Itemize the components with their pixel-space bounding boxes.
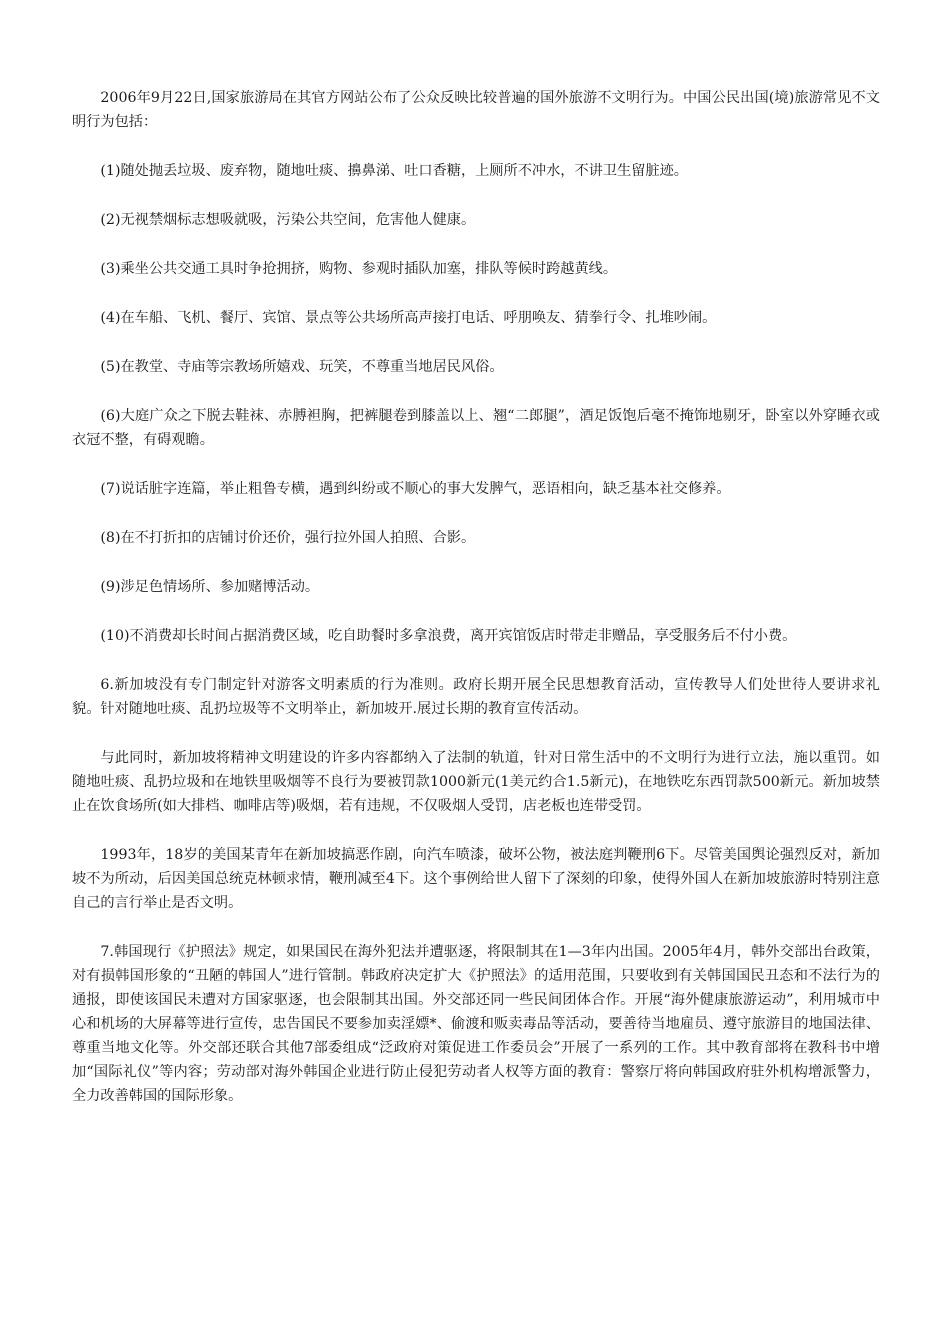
list-item-4: (4)在车船、飞机、餐厅、宾馆、景点等公共场所高声接打电话、呼朋唤友、猜拳行令、扎堆吵闹。 (100, 310, 717, 326)
list-item-5: (5)在教堂、寺庙等宗教场所嬉戏、玩笑，不尊重当地居民风俗。 (100, 359, 504, 375)
list-item-3: (3)乘坐公共交通工具时争抢拥挤，购物、参观时插队加塞，排队等候时跨越黄线。 (100, 261, 618, 277)
singapore-law-paragraph: 与此同时，新加坡将精神文明建设的许多内容都纳入了法制的轨道，针对日常生活中的不文明行为进行立法，施以重罚。如随地吐痰、乱扔垃圾和在地铁里吸烟等不良行为要被罚款1000新元(1美元约合1.5新元)，在地铁吃东西罚款500新元。新加坡禁止在饮食场所(如大排档、咖啡店等)吸烟，若有违规，不仅吸烟人受罚，店老板也连带受罚。 (72, 750, 880, 814)
list-item-2: (2)无视禁烟标志想吸就吸，污染公共空间，危害他人健康。 (100, 212, 476, 228)
list-item-1: (1)随处抛丢垃圾、废弃物，随地吐痰、擤鼻涕、吐口香糖，上厕所不冲水，不讲卫生留脏迹。 (100, 163, 688, 179)
singapore-paragraph: 6.新加坡没有专门制定针对游客文明素质的行为准则。政府长期开展全民思想教育活动，宣传教导人们处世待人要讲求礼貌。针对随地吐痰、乱扔垃圾等不文明举止，新加坡开.展过长期的教育宣传活动。 (72, 677, 880, 717)
list-item-9: (9)涉足色情场所、参加赌博活动。 (100, 579, 320, 595)
document-body (72, 86, 880, 1133)
singapore-case-paragraph: 1993年，18岁的美国某青年在新加坡搞恶作剧，向汽车喷漆，破坏公物，被法庭判鞭刑6下。尽管美国舆论强烈反对，新加坡不为所动，后因美国总统克林顿求情，鞭刑减至4下。这个事例给世人留下了深刻的印象，使得外国人在新加坡旅游时特别注意自己的言行举止是否文明。 (72, 847, 880, 911)
list-item-6: (6)大庭广众之下脱去鞋袜、赤膊袒胸，把裤腿卷到膝盖以上、翘“二郎腿”，酒足饭饱后毫不掩饰地剔牙，卧室以外穿睡衣或衣冠不整，有碍观瞻。 (72, 408, 880, 448)
list-item-7: (7)说话脏字连篇，举止粗鲁专横，遇到纠纷或不顺心的事大发脾气，恶语相向，缺乏基本社交修养。 (100, 481, 731, 497)
korea-paragraph: 7.韩国现行《护照法》规定，如果国民在海外犯法并遭驱逐，将限制其在1—3年内出国。2005年4月，韩外交部出台政策，对有损韩国形象的“丑陋的韩国人”进行管制。韩政府决定扩大《护照法》的适用范围，只要收到有关韩国国民丑态和不法行为的通报，即使该国民未遭对方国家驱逐，也会限制其出国。外交部还同一些民间团体合作。开展“海外健康旅游运动”，利用城市中心和机场的大屏幕等进行宣传，忠告国民不要参加卖淫嫖*、偷渡和贩卖毒品等活动，要善待当地雇员、遵守旅游目的地国法律、尊重当地文化等。外交部还联合其他7部委组成“泛政府对策促进工作委员会”开展了一系列的工作。其中教育部将在教科书中增加“国际礼仪”等内容；劳动部对海外韩国企业进行防止侵犯劳动者人权等方面的教育：警察厅将向韩国政府驻外机构增派警力，全力改善韩国的国际形象。 (72, 944, 880, 1104)
list-item-8: (8)在不打折扣的店铺讨价还价，强行拉外国人拍照、合影。 (100, 530, 476, 546)
list-item-10: (10)不消费却长时间占据消费区域，吃自助餐时多拿浪费，离开宾馆饭店时带走非赠品，享受服务后不付小费。 (100, 628, 797, 644)
intro-paragraph: 2006年9月22日,国家旅游局在其官方网站公布了公众反映比较普遍的国外旅游不文明行为。中国公民出国(境)旅游常见不文明行为包括： (72, 90, 880, 130)
